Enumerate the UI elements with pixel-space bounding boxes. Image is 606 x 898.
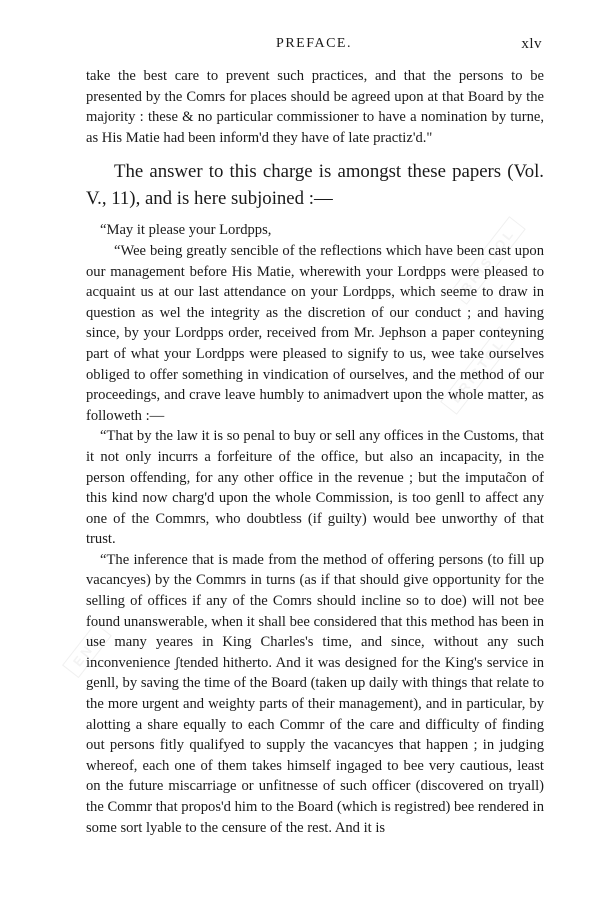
page-number: xlv [521, 36, 542, 52]
paragraph-continuation: take the best care to prevent such practices, and that the persons to be presented by the Comrs for places should be agreed upon at that Board by the majority : these & no particular commissioner to have a nomination by turne, as His Matie had been inform'd they have of late practiz'd." [86, 68, 544, 146]
running-head: PREFACE. [276, 36, 352, 51]
page-body [86, 66, 544, 838]
letter-paragraph: “That by the law it is so penal to buy or sell any offices in the Customs, that it not only incurrs a forfeiture of the office, but also an incapacity, in the person offending, for any other office in the revenue ; but the imputac̃on of this kind now charg'd upon the whole Commission, is too genll to affect any one of the Commrs, who doubtless (if guilty) would bee unworthy of that trust. [86, 428, 544, 548]
watermark-stamp: BRISTOL [440, 326, 516, 414]
letter-paragraph: “Wee being greatly sencible of the reflections which have been cast upon our management before His Matie, wherewith your Lordpps were pleased to acquaint us at our last attendance on your Lordpps, which seeme to draw in question as wel the integrity as the discretion of our conduct ; and having since, by your Lordpps order, received from Mr. Jephson a paper conteyning part of what your Lordpps were pleased to signify to us, wee take ourselves obliged to offer something in vindication of ourselves, and the method of our proceedings, and crave leave humbly to animadvert upon the whole matter, as followeth :— [86, 242, 544, 424]
paragraph-intro: The answer to this charge is amongst these papers (Vol. V., 11), and is here subjoined :— [86, 161, 544, 209]
letter-salutation: “May it please your Lordpps, [100, 222, 272, 239]
watermark-stamp: ENE [62, 623, 112, 678]
page-header [86, 36, 542, 56]
watermark-stamp: BRISTOL [450, 216, 526, 304]
letter-paragraph: “The inference that is made from the method of offering persons (to fill up vacancyes) by the Commrs in turns (as if that should give opportunity for the selling of offices if any of the Comrs should incline so to doe) will not bee found unanswerable, when it shall bee considered that this method has been in use many yeares in King Charles's time, and since, without any such inconvenience ʃtended hitherto. And it was designed for the King's service in genll, by saving the time of the Board (taken up daily with things that relate to the more urgent and weighty parts of their management), and in particular, by alotting a share equally to each Commr of the care and difficulty of finding out persons fitly qualifyed to supply the vacancyes that happen ; in judging whereof, each one of them takes himself ingaged to bee very cautious, least on the future miscarriage or unfitnesse of such officer (discovered on tryall) the Commr that propos'd him to the Board (which is registred) bee rendered in some sort lyable to the censure of the rest. And it is [86, 551, 544, 836]
